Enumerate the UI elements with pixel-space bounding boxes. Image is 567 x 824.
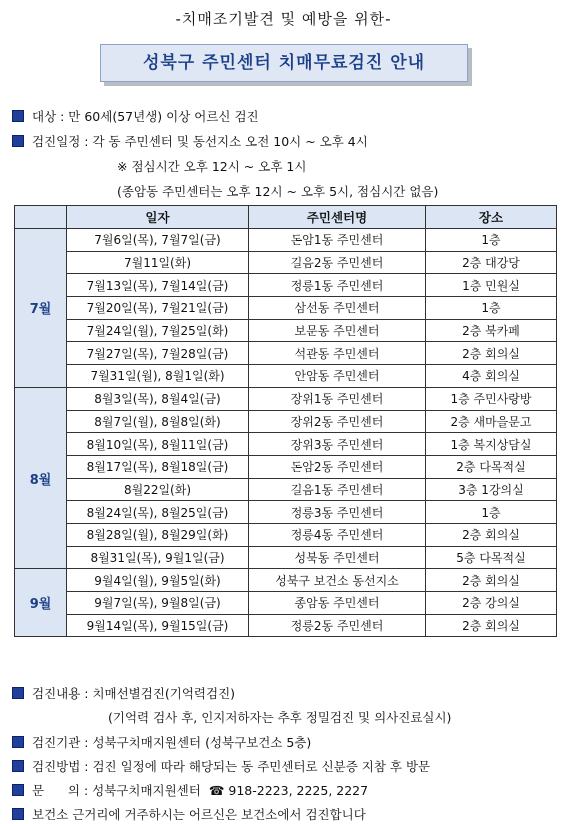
date-cell: 8월7일(월), 8월8일(화) bbox=[67, 410, 249, 433]
method-text: 검진방법 : 검진 일정에 따라 해당되는 동 주민센터로 신분증 지참 후 방문 bbox=[32, 759, 431, 774]
date-cell: 7월13일(목), 7월14일(금) bbox=[67, 274, 249, 297]
jongam-note: (종암동 주민센터는 오후 12시 ~ 오후 5시, 점심시간 없음) bbox=[117, 184, 439, 199]
location-cell: 2층 회의실 bbox=[426, 569, 557, 592]
date-cell: 7월31일(월), 8월1일(화) bbox=[67, 365, 249, 388]
bullet-square-icon bbox=[12, 135, 24, 147]
content-detail: (기억력 검사 후, 인지저하자는 추후 정밀검진 및 의사진료실시) bbox=[108, 710, 452, 725]
location-cell: 2층 북카페 bbox=[426, 319, 557, 342]
table-row bbox=[15, 342, 557, 365]
location-cell: 3층 1강의실 bbox=[426, 478, 557, 501]
table-row bbox=[15, 546, 557, 569]
table-row bbox=[15, 297, 557, 320]
center-cell: 석관동 주민센터 bbox=[249, 342, 426, 365]
location-cell: 1층 주민사랑방 bbox=[426, 387, 557, 410]
content-text: 검진내용 : 치매선별검진(기억력검진) bbox=[32, 686, 236, 701]
center-cell: 성북동 주민센터 bbox=[249, 546, 426, 569]
bullet-square-icon bbox=[12, 784, 24, 796]
date-cell: 8월28일(월), 8월29일(화) bbox=[67, 523, 249, 546]
header-center: 주민센터명 bbox=[249, 206, 426, 229]
target-line bbox=[12, 107, 259, 125]
inquiry-label: 문 의 : 성북구치매지원센터 bbox=[32, 783, 201, 798]
table-row bbox=[15, 455, 557, 478]
center-cell: 정릉1동 주민센터 bbox=[249, 274, 426, 297]
date-cell: 9월14일(목), 9월15일(금) bbox=[67, 614, 249, 637]
location-cell: 5층 다목적실 bbox=[426, 546, 557, 569]
date-cell: 9월7일(목), 9월8일(금) bbox=[67, 592, 249, 615]
date-cell: 7월27일(목), 7월28일(금) bbox=[67, 342, 249, 365]
date-cell: 8월22일(화) bbox=[67, 478, 249, 501]
bullet-square-icon bbox=[12, 736, 24, 748]
location-cell: 2층 강의실 bbox=[426, 592, 557, 615]
center-cell: 정릉3동 주민센터 bbox=[249, 501, 426, 524]
header-blank bbox=[15, 206, 67, 229]
table-row bbox=[15, 365, 557, 388]
date-cell: 8월17일(목), 8월18일(금) bbox=[67, 455, 249, 478]
date-cell: 8월31일(목), 9월1일(금) bbox=[67, 546, 249, 569]
agency-line bbox=[12, 733, 311, 751]
table-row bbox=[15, 523, 557, 546]
note-line bbox=[12, 805, 366, 823]
header-date: 일자 bbox=[67, 206, 249, 229]
date-cell: 9월4일(월), 9월5일(화) bbox=[67, 569, 249, 592]
location-cell: 2층 대강당 bbox=[426, 251, 557, 274]
inquiry-phone: 918-2223, 2225, 2227 bbox=[228, 783, 369, 798]
table-row bbox=[15, 433, 557, 456]
location-cell: 2층 새마을문고 bbox=[426, 410, 557, 433]
center-cell: 종암동 주민센터 bbox=[249, 592, 426, 615]
table-header-row bbox=[15, 206, 557, 229]
location-cell: 2층 회의실 bbox=[426, 342, 557, 365]
header-location: 장소 bbox=[426, 206, 557, 229]
center-cell: 삼선동 주민센터 bbox=[249, 297, 426, 320]
table-row bbox=[15, 501, 557, 524]
center-cell: 장위3동 주민센터 bbox=[249, 433, 426, 456]
table-row bbox=[15, 478, 557, 501]
target-text: 대상 : 만 60세(57년생) 이상 어르신 검진 bbox=[32, 109, 259, 124]
table-row bbox=[15, 592, 557, 615]
center-cell: 길음1동 주민센터 bbox=[249, 478, 426, 501]
table-row bbox=[15, 274, 557, 297]
month-cell-august: 8월 bbox=[15, 387, 67, 569]
bullet-square-icon bbox=[12, 110, 24, 122]
center-cell: 성북구 보건소 동선지소 bbox=[249, 569, 426, 592]
date-cell: 8월3일(목), 8월4일(금) bbox=[67, 387, 249, 410]
agency-text: 검진기관 : 성북구치매지원센터 (성북구보건소 5층) bbox=[32, 735, 312, 750]
table-row bbox=[15, 387, 557, 410]
location-cell: 2층 다목적실 bbox=[426, 455, 557, 478]
date-cell: 7월20일(목), 7월21일(금) bbox=[67, 297, 249, 320]
table-row bbox=[15, 319, 557, 342]
inquiry-line bbox=[12, 781, 368, 799]
content-line bbox=[12, 684, 235, 702]
center-cell: 정릉2동 주민센터 bbox=[249, 614, 426, 637]
bullet-square-icon bbox=[12, 687, 24, 699]
method-line bbox=[12, 757, 430, 775]
month-cell-september: 9월 bbox=[15, 569, 67, 637]
table-row bbox=[15, 251, 557, 274]
phone-icon: ☎ bbox=[208, 783, 225, 798]
lunch-note: ※ 점심시간 오후 12시 ~ 오후 1시 bbox=[117, 159, 307, 174]
bullet-square-icon bbox=[12, 760, 24, 772]
schedule-line bbox=[12, 132, 368, 150]
location-cell: 2층 회의실 bbox=[426, 523, 557, 546]
center-cell: 길음2동 주민센터 bbox=[249, 251, 426, 274]
date-cell: 8월10일(목), 8월11일(금) bbox=[67, 433, 249, 456]
date-cell: 7월24일(월), 7월25일(화) bbox=[67, 319, 249, 342]
location-cell: 1층 bbox=[426, 297, 557, 320]
location-cell: 2층 회의실 bbox=[426, 614, 557, 637]
table-row bbox=[15, 410, 557, 433]
center-cell: 돈암2동 주민센터 bbox=[249, 455, 426, 478]
center-cell: 장위1동 주민센터 bbox=[249, 387, 426, 410]
subtitle: -치매조기발견 및 예방을 위한- bbox=[175, 10, 392, 28]
title-banner: 성북구 주민센터 치매무료검진 안내 bbox=[100, 44, 468, 82]
schedule-text: 검진일정 : 각 동 주민센터 및 동선지소 오전 10시 ~ 오후 4시 bbox=[32, 134, 368, 149]
location-cell: 4층 회의실 bbox=[426, 365, 557, 388]
location-cell: 1층 bbox=[426, 229, 557, 252]
location-cell: 1층 민원실 bbox=[426, 274, 557, 297]
center-cell: 보문동 주민센터 bbox=[249, 319, 426, 342]
note-text: 보건소 근거리에 거주하시는 어르신은 보건소에서 검진합니다 bbox=[32, 807, 366, 822]
location-cell: 1층 복지상담실 bbox=[426, 433, 557, 456]
bullet-square-icon bbox=[12, 808, 24, 820]
table-row bbox=[15, 614, 557, 637]
date-cell: 8월24일(목), 8월25일(금) bbox=[67, 501, 249, 524]
table-row bbox=[15, 229, 557, 252]
center-cell: 안암동 주민센터 bbox=[249, 365, 426, 388]
table-row bbox=[15, 569, 557, 592]
center-cell: 돈암1동 주민센터 bbox=[249, 229, 426, 252]
location-cell: 1층 bbox=[426, 501, 557, 524]
month-cell-july: 7월 bbox=[15, 229, 67, 388]
schedule-table bbox=[14, 205, 557, 637]
date-cell: 7월6일(목), 7월7일(금) bbox=[67, 229, 249, 252]
center-cell: 정릉4동 주민센터 bbox=[249, 523, 426, 546]
center-cell: 장위2동 주민센터 bbox=[249, 410, 426, 433]
date-cell: 7월11일(화) bbox=[67, 251, 249, 274]
